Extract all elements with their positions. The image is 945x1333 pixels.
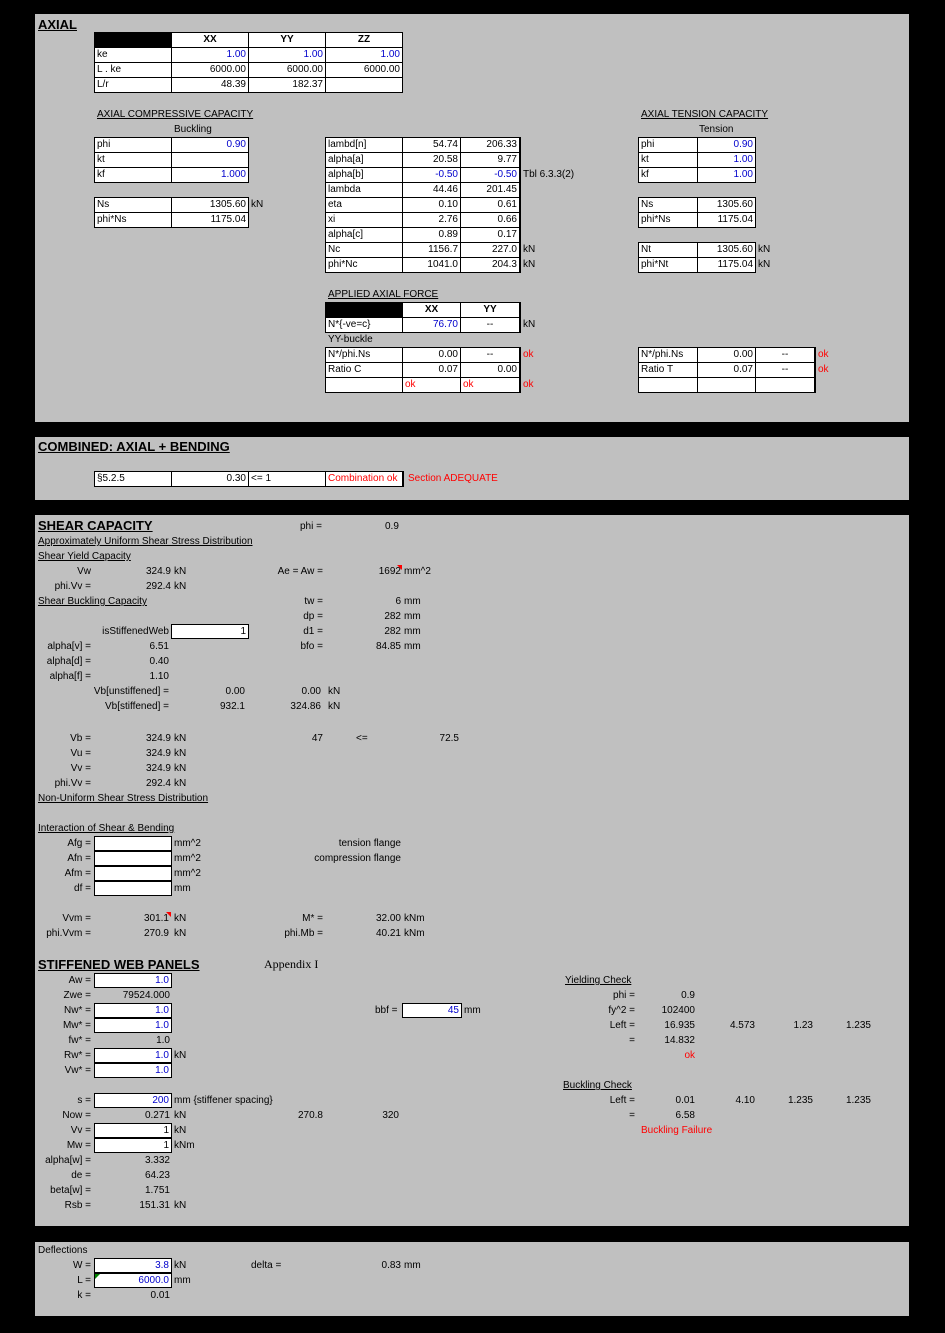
alphab-yy-input[interactable]: -0.50 bbox=[461, 168, 519, 182]
ae-value: 1692 bbox=[378, 566, 401, 577]
phinc-xx: 1041.0 bbox=[403, 258, 460, 272]
alphac-label: alpha[c] bbox=[326, 228, 402, 242]
vu-label: Vu = bbox=[70, 748, 91, 759]
now-unit: kN bbox=[174, 1110, 187, 1121]
vv-stiff-unit: kN bbox=[174, 1125, 187, 1136]
afm-label: Afm = bbox=[64, 868, 91, 879]
t-phi-input[interactable]: 0.90 bbox=[698, 138, 755, 152]
compressive-factors bbox=[94, 137, 249, 183]
vvm-unit: kN bbox=[174, 913, 187, 924]
phivvm-value: 270.9 bbox=[143, 928, 169, 939]
t-ns-label: Ns bbox=[639, 198, 697, 212]
t-phins-value: 1175.04 bbox=[698, 213, 755, 227]
appendix-label: Appendix I bbox=[264, 957, 319, 971]
df-input[interactable] bbox=[94, 881, 172, 896]
vvm-label: Vvm = bbox=[62, 913, 91, 924]
phint-label: phi*Nt bbox=[639, 258, 697, 272]
lr-xx: 48.39 bbox=[172, 78, 248, 92]
axial-title: AXIAL bbox=[38, 17, 77, 32]
tw-value: 6 bbox=[395, 596, 401, 607]
combined-clause: §5.2.5 bbox=[95, 472, 171, 486]
alphaw-value: 3.332 bbox=[144, 1155, 170, 1166]
vv-stiff-label: Vv = bbox=[70, 1125, 91, 1136]
t-phins-label: phi*Ns bbox=[639, 213, 697, 227]
bbf-unit: mm bbox=[464, 1005, 481, 1016]
phivv-unit: kN bbox=[174, 581, 187, 592]
xi-xx: 2.76 bbox=[403, 213, 460, 227]
vu-unit: kN bbox=[174, 748, 187, 759]
mstar-unit: kNm bbox=[404, 913, 425, 924]
t-kf-input[interactable]: 1.00 bbox=[698, 168, 755, 182]
vw-label: Vw bbox=[77, 566, 91, 577]
kf-input[interactable]: 1.000 bbox=[172, 168, 248, 182]
y-left-c: 1.23 bbox=[793, 1020, 813, 1031]
b-eq-value: 6.58 bbox=[675, 1110, 695, 1121]
alphac-yy: 0.17 bbox=[461, 228, 519, 242]
dp-label: dp = bbox=[303, 611, 323, 622]
b-left-c: 1.235 bbox=[787, 1095, 813, 1106]
applied-ratios bbox=[325, 347, 521, 393]
delta-unit: mm bbox=[404, 1260, 421, 1271]
formula-marker-icon bbox=[95, 1274, 100, 1279]
phi-input[interactable]: 0.90 bbox=[172, 138, 248, 152]
rw-label: Rw* = bbox=[64, 1050, 91, 1061]
tension-ratios bbox=[638, 347, 816, 393]
c-ok-yy: ok bbox=[461, 378, 519, 392]
vvm-value: 301.1 bbox=[143, 913, 169, 924]
delta-value: 0.83 bbox=[381, 1260, 401, 1271]
applied-title: APPLIED AXIAL FORCE bbox=[328, 289, 439, 300]
afg-label: Afg = bbox=[67, 838, 91, 849]
compressive-sub: Buckling bbox=[174, 124, 212, 135]
b-left-b: 4.10 bbox=[735, 1095, 755, 1106]
shear-yield-title: Shear Yield Capacity bbox=[38, 551, 131, 562]
buckling-check-title: Buckling Check bbox=[563, 1080, 632, 1091]
phint-unit: kN bbox=[758, 259, 771, 270]
afg-input[interactable] bbox=[94, 836, 172, 851]
now-c: 320 bbox=[382, 1110, 399, 1121]
ae-unit: mm^2 bbox=[404, 566, 431, 577]
vw-unit: kN bbox=[174, 566, 187, 577]
lr-yy: 182.37 bbox=[249, 78, 325, 92]
bfo-unit: mm bbox=[404, 641, 421, 652]
t-ratio1-value: 0.00 bbox=[698, 348, 755, 362]
mw2-input[interactable]: 1 bbox=[94, 1138, 172, 1153]
fy2-value: 102400 bbox=[661, 1005, 695, 1016]
combined-value: 0.30 bbox=[172, 472, 248, 486]
c-ratio2-yy: 0.00 bbox=[461, 363, 519, 377]
afn-unit: mm^2 bbox=[174, 853, 201, 864]
phint-value: 1175.04 bbox=[698, 258, 755, 272]
mw-label: Mw* = bbox=[62, 1020, 91, 1031]
bbf-label: bbf = bbox=[375, 1005, 398, 1016]
phins-value: 1175.04 bbox=[172, 213, 248, 227]
vbu-label: Vb[unstiffened] = bbox=[93, 686, 169, 697]
w-unit: kN bbox=[174, 1260, 187, 1271]
betaw-label: beta[w] = bbox=[50, 1185, 91, 1196]
alphaa-yy: 9.77 bbox=[461, 153, 519, 167]
y-phi-label: phi = bbox=[613, 990, 635, 1001]
lke-yy: 6000.00 bbox=[249, 63, 325, 77]
b-left-label: Left = bbox=[609, 1095, 635, 1106]
applied-header-yy: YY bbox=[461, 303, 519, 317]
combined-panel bbox=[35, 437, 909, 500]
lke-xx: 6000.00 bbox=[172, 63, 248, 77]
c-ratio2-label: Ratio C bbox=[326, 363, 402, 377]
mstar-label: M* = bbox=[302, 913, 323, 924]
zwe-label: Zwe = bbox=[63, 990, 91, 1001]
k-value: 0.01 bbox=[150, 1290, 170, 1301]
c-ratio2-xx: 0.07 bbox=[403, 363, 460, 377]
ns-unit: kN bbox=[251, 199, 264, 210]
afg-unit: mm^2 bbox=[174, 838, 201, 849]
axial-panel bbox=[35, 14, 909, 422]
b-eq-label: = bbox=[629, 1110, 635, 1121]
c-ratio1-label: N*/phi.Ns bbox=[326, 348, 402, 362]
shear-title: SHEAR CAPACITY bbox=[38, 518, 153, 533]
row-label-ke: ke bbox=[95, 48, 171, 62]
combined-row bbox=[94, 471, 404, 487]
y-phi-value: 0.9 bbox=[681, 990, 695, 1001]
shear-phi-label: phi = bbox=[300, 521, 322, 532]
t-ratio2-ok: ok bbox=[818, 364, 829, 375]
afm-unit: mm^2 bbox=[174, 868, 201, 879]
ke-yy-input[interactable]: 1.00 bbox=[249, 48, 325, 62]
t-ratio2-yy: -- bbox=[756, 363, 814, 377]
col-header-yy: YY bbox=[249, 33, 325, 47]
vbu-b: 0.00 bbox=[301, 686, 321, 697]
alphav-value: 6.51 bbox=[149, 641, 169, 652]
nt-label: Nt bbox=[639, 243, 697, 257]
vbs-a: 932.1 bbox=[219, 701, 245, 712]
kt-label: kt bbox=[95, 153, 171, 167]
rsb-value: 151.31 bbox=[139, 1200, 170, 1211]
zwe-value: 79524.000 bbox=[122, 990, 170, 1001]
bfo-label: bfo = bbox=[300, 641, 323, 652]
ke-zz-input[interactable]: 1.00 bbox=[326, 48, 402, 62]
uniform-title: Approximately Uniform Shear Stress Distribution bbox=[38, 536, 253, 547]
combined-title: COMBINED: AXIAL + BENDING bbox=[38, 439, 230, 454]
fy2-label: fy^2 = bbox=[608, 1005, 635, 1016]
alphab-xx-input[interactable]: -0.50 bbox=[403, 168, 460, 182]
mstar-value: 32.00 bbox=[375, 913, 401, 924]
deflections-title: Deflections bbox=[38, 1245, 88, 1256]
ns-label: Ns bbox=[95, 198, 171, 212]
alphaa-xx: 20.58 bbox=[403, 153, 460, 167]
xi-label: xi bbox=[326, 213, 402, 227]
phinc-label: phi*Nc bbox=[326, 258, 402, 272]
ke-xx-input[interactable]: 1.00 bbox=[172, 48, 248, 62]
y-left-d: 1.235 bbox=[845, 1020, 871, 1031]
row-label-lke: L . ke bbox=[95, 63, 171, 77]
deflections-panel bbox=[35, 1242, 909, 1316]
lambda-label: lambda bbox=[326, 183, 402, 197]
tw-unit: mm bbox=[404, 596, 421, 607]
tension-title: AXIAL TENSION CAPACITY bbox=[641, 109, 769, 120]
nw-label: Nw* = bbox=[64, 1005, 91, 1016]
phi-label: phi bbox=[95, 138, 171, 152]
tw-label: tw = bbox=[304, 596, 323, 607]
vbs-b: 324.86 bbox=[290, 701, 321, 712]
cmp-b: 72.5 bbox=[439, 733, 459, 744]
k-label: k = bbox=[77, 1290, 91, 1301]
w-input[interactable]: 3.8 bbox=[94, 1258, 172, 1273]
section-adequate: Section ADEQUATE bbox=[408, 473, 498, 484]
mw2-unit: kNm bbox=[174, 1140, 195, 1151]
bbf-input[interactable]: 45 bbox=[402, 1003, 462, 1018]
yy-buckle-label: YY-buckle bbox=[328, 334, 373, 345]
alphaa-label: alpha[a] bbox=[326, 153, 402, 167]
stiffened-web-label: isStiffenedWeb bbox=[102, 626, 169, 637]
stiffened-title: STIFFENED WEB PANELS bbox=[38, 957, 200, 972]
t-kt-input[interactable]: 1.00 bbox=[698, 153, 755, 167]
w-label: W = bbox=[72, 1260, 91, 1271]
phivv-value: 292.4 bbox=[145, 581, 171, 592]
now-value: 0.271 bbox=[144, 1110, 170, 1121]
nonuniform-title: Non-Uniform Shear Stress Distribution bbox=[38, 793, 209, 804]
y-eq-value: 14.832 bbox=[664, 1035, 695, 1046]
now-b: 270.8 bbox=[297, 1110, 323, 1121]
phimb-value: 40.21 bbox=[375, 928, 401, 939]
stiffened-web-input[interactable]: 1 bbox=[171, 624, 249, 639]
lr-zz bbox=[326, 78, 402, 92]
vbs-unit: kN bbox=[328, 701, 341, 712]
fw-label: fw* = bbox=[68, 1035, 91, 1046]
lambdn-yy: 206.33 bbox=[461, 138, 519, 152]
tension-factors bbox=[638, 137, 756, 183]
y-ok: ok bbox=[684, 1050, 695, 1061]
compressive-ns bbox=[94, 197, 249, 228]
d1-value: 282 bbox=[384, 626, 401, 637]
vb-unit: kN bbox=[174, 733, 187, 744]
tension-sub: Tension bbox=[699, 124, 734, 135]
vu-value: 324.9 bbox=[145, 748, 171, 759]
l-input[interactable]: 6000.0 bbox=[94, 1273, 172, 1288]
afn-label: Afn = bbox=[67, 853, 91, 864]
phimb-unit: kNm bbox=[404, 928, 425, 939]
eta-label: eta bbox=[326, 198, 402, 212]
eta-xx: 0.10 bbox=[403, 198, 460, 212]
kf-label: kf bbox=[95, 168, 171, 182]
t-kt-label: kt bbox=[639, 153, 697, 167]
vv-stiff-input[interactable]: 1 bbox=[94, 1123, 172, 1138]
interaction-title: Interaction of Shear & Bending bbox=[38, 823, 175, 834]
aw-label: Aw = bbox=[68, 975, 91, 986]
vb-value: 324.9 bbox=[145, 733, 171, 744]
alphad-value: 0.40 bbox=[149, 656, 169, 667]
vv-unit: kN bbox=[174, 763, 187, 774]
afn-note: compression flange bbox=[314, 853, 401, 864]
de-value: 64.23 bbox=[144, 1170, 170, 1181]
t-phi-label: phi bbox=[639, 138, 697, 152]
ae-label: Ae = Aw = bbox=[277, 566, 323, 577]
nstar-xx-input[interactable]: 76.70 bbox=[403, 318, 460, 332]
vbu-a: 0.00 bbox=[225, 686, 245, 697]
alphaw-label: alpha[w] = bbox=[45, 1155, 91, 1166]
now-label: Now = bbox=[62, 1110, 91, 1121]
lambdn-label: lambd[n] bbox=[326, 138, 402, 152]
tbl-ref: Tbl 6.3.3(2) bbox=[523, 169, 575, 180]
shear-panel bbox=[35, 515, 909, 1226]
nstar-unit: kN bbox=[523, 319, 536, 330]
kt-value[interactable] bbox=[172, 153, 248, 167]
phimb-label: phi.Mb = bbox=[284, 928, 323, 939]
nt-value: 1305.60 bbox=[698, 243, 755, 257]
t-ns-value: 1305.60 bbox=[698, 198, 755, 212]
xi-yy: 0.66 bbox=[461, 213, 519, 227]
aw-input[interactable]: 1.0 bbox=[94, 973, 172, 988]
nstar-label: N*{-ve=c} bbox=[326, 318, 402, 332]
vb-label: Vb = bbox=[70, 733, 91, 744]
fw-value: 1.0 bbox=[156, 1035, 170, 1046]
dp-value: 282 bbox=[384, 611, 401, 622]
alphad-label: alpha[d] = bbox=[46, 656, 91, 667]
alphaf-value: 1.10 bbox=[149, 671, 169, 682]
b-left-d: 1.235 bbox=[845, 1095, 871, 1106]
tension-ns bbox=[638, 197, 756, 228]
c-ratio1-xx: 0.00 bbox=[403, 348, 460, 362]
alphab-label: alpha[b] bbox=[326, 168, 402, 182]
combined-limit: <= 1 bbox=[249, 472, 325, 486]
phivv2-unit: kN bbox=[174, 778, 187, 789]
col-header-xx: XX bbox=[172, 33, 248, 47]
phivv2-value: 292.4 bbox=[145, 778, 171, 789]
alphav-label: alpha[v] = bbox=[47, 641, 91, 652]
c-ok-total: ok bbox=[523, 379, 534, 390]
t-ratio2-value: 0.07 bbox=[698, 363, 755, 377]
vbs-label: Vb[stiffened] = bbox=[104, 701, 169, 712]
afn-input[interactable] bbox=[94, 851, 172, 866]
y-left-a: 16.935 bbox=[664, 1020, 695, 1031]
t-ratio1-label: N*/phi.Ns bbox=[639, 348, 697, 362]
shear-phi: 0.9 bbox=[385, 521, 399, 532]
lambda-yy: 201.45 bbox=[461, 183, 519, 197]
comment-marker-icon[interactable] bbox=[166, 912, 171, 917]
y-eq-label: = bbox=[629, 1035, 635, 1046]
t-ratio1-ok: ok bbox=[818, 349, 829, 360]
shear-buckling-title: Shear Buckling Capacity bbox=[38, 596, 147, 607]
combined-status: Combination ok bbox=[326, 472, 402, 486]
df-unit: mm bbox=[174, 883, 191, 894]
phivvm-unit: kN bbox=[174, 928, 187, 939]
nstar-yy: -- bbox=[461, 318, 519, 332]
de-label: de = bbox=[71, 1170, 91, 1181]
vwstar-label: Vw* = bbox=[64, 1065, 91, 1076]
afg-note: tension flange bbox=[338, 838, 401, 849]
t-kf-label: kf bbox=[639, 168, 697, 182]
alphaf-label: alpha[f] = bbox=[49, 671, 91, 682]
d1-label: d1 = bbox=[303, 626, 323, 637]
yielding-title: Yielding Check bbox=[565, 975, 632, 986]
nw-input[interactable]: 1.0 bbox=[94, 1003, 172, 1018]
nc-yy: 227.0 bbox=[461, 243, 519, 257]
t-ratio2-label: Ratio T bbox=[639, 363, 697, 377]
phins-label: phi*Ns bbox=[95, 213, 171, 227]
axial-ke-table bbox=[94, 32, 403, 93]
phivvm-label: phi.Vvm = bbox=[46, 928, 91, 939]
c-ratio1-ok: ok bbox=[523, 349, 534, 360]
b-left-a: 0.01 bbox=[675, 1095, 695, 1106]
nt-unit: kN bbox=[758, 244, 771, 255]
vw-value: 324.9 bbox=[145, 566, 171, 577]
s-input[interactable]: 200 bbox=[94, 1093, 172, 1108]
y-left-b: 4.573 bbox=[729, 1020, 755, 1031]
mw-input[interactable]: 1.0 bbox=[94, 1018, 172, 1033]
cmp-op: <= bbox=[356, 733, 368, 744]
eta-yy: 0.61 bbox=[461, 198, 519, 212]
s-label: s = bbox=[77, 1095, 91, 1106]
row-label-lr: L/r bbox=[95, 78, 171, 92]
ns-value: 1305.60 bbox=[172, 198, 248, 212]
betaw-value: 1.751 bbox=[144, 1185, 170, 1196]
nc-label: Nc bbox=[326, 243, 402, 257]
lambda-xx: 44.46 bbox=[403, 183, 460, 197]
t-ratio1-yy: -- bbox=[756, 348, 814, 362]
c-ratio1-yy: -- bbox=[461, 348, 519, 362]
applied-table bbox=[325, 302, 521, 333]
vv-value: 324.9 bbox=[145, 763, 171, 774]
bfo-value: 84.85 bbox=[375, 641, 401, 652]
buckling-failure: Buckling Failure bbox=[641, 1125, 713, 1136]
df-label: df = bbox=[74, 883, 91, 894]
compressive-title: AXIAL COMPRESSIVE CAPACITY bbox=[97, 109, 254, 120]
phinc-unit: kN bbox=[523, 259, 536, 270]
vwstar-input[interactable]: 1.0 bbox=[94, 1063, 172, 1078]
alphac-xx: 0.89 bbox=[403, 228, 460, 242]
phivv2-label: phi.Vv = bbox=[54, 778, 91, 789]
l-label: L = bbox=[77, 1275, 91, 1286]
cmp-a: 47 bbox=[311, 733, 323, 744]
y-left-label: Left = bbox=[609, 1020, 635, 1031]
delta-label: delta = bbox=[251, 1260, 282, 1271]
rsb-label: Rsb = bbox=[64, 1200, 91, 1211]
rw-unit: kN bbox=[174, 1050, 187, 1061]
applied-header-xx: XX bbox=[403, 303, 460, 317]
buckling-table bbox=[325, 137, 521, 273]
nc-unit: kN bbox=[523, 244, 536, 255]
d1-unit: mm bbox=[404, 626, 421, 637]
phinc-yy: 204.3 bbox=[461, 258, 519, 272]
lambdn-xx: 54.74 bbox=[403, 138, 460, 152]
afm-input[interactable] bbox=[94, 866, 172, 881]
c-ok-xx: ok bbox=[403, 378, 460, 392]
comment-marker-icon[interactable] bbox=[397, 565, 402, 570]
s-unit: mm {stiffener spacing} bbox=[174, 1095, 273, 1106]
nc-xx: 1156.7 bbox=[403, 243, 460, 257]
l-unit: mm bbox=[174, 1275, 191, 1286]
mw2-label: Mw = bbox=[66, 1140, 91, 1151]
vv-label: Vv = bbox=[70, 763, 91, 774]
vbu-unit: kN bbox=[328, 686, 341, 697]
phivv-label: phi.Vv = bbox=[54, 581, 91, 592]
rw-input[interactable]: 1.0 bbox=[94, 1048, 172, 1063]
dp-unit: mm bbox=[404, 611, 421, 622]
tension-nt bbox=[638, 242, 756, 273]
lke-zz: 6000.00 bbox=[326, 63, 402, 77]
rsb-unit: kN bbox=[174, 1200, 187, 1211]
col-header-zz: ZZ bbox=[326, 33, 402, 47]
